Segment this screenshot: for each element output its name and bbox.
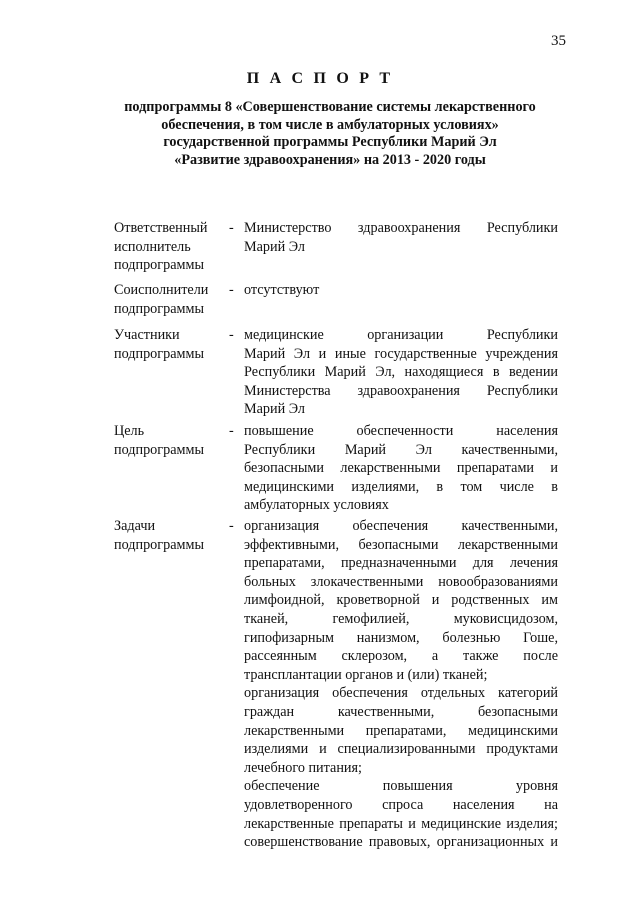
row-label-line: подпрограммы — [114, 345, 204, 362]
subtitle-line: подпрограммы 8 «Совершенствование системы лекарственного — [124, 99, 536, 115]
content-line: лечебного питания; — [244, 759, 362, 776]
row-dash: - — [229, 282, 234, 298]
content-line: лекарственные препараты и медицинские изделия; — [244, 815, 558, 832]
content-line: Министерство здравоохранения Республики — [244, 220, 558, 236]
content-line: больных злокачественными новообразованиями — [244, 573, 558, 590]
document-title: П А С П О Р Т — [246, 70, 394, 87]
row-content — [244, 517, 558, 852]
row-label-line: Ответственный — [114, 220, 208, 236]
row-dash: - — [229, 327, 234, 343]
content-line: изделиями и специализированными продуктами — [244, 741, 558, 758]
document-subtitle — [100, 99, 560, 169]
content-line: эффективными, безопасными лекарственными — [244, 536, 558, 553]
row-dash: - — [229, 220, 234, 236]
content-line: повышение обеспеченности населения — [244, 423, 558, 439]
content-line: организация обеспечения качественными, — [244, 518, 558, 534]
content-line: отсутствуют — [244, 282, 320, 298]
row-dash: - — [229, 518, 234, 534]
row-label — [114, 326, 234, 363]
content-line: совершенствование правовых, организационных и — [244, 834, 558, 851]
content-line: организация обеспечения отдельных категорий — [244, 685, 558, 702]
content-line: граждан качественными, безопасными — [244, 703, 558, 720]
subtitle-line: «Развитие здравоохранения» на 2013 - 2020 годы — [174, 151, 486, 168]
row-content — [244, 281, 558, 300]
content-line: препаратами, предназначенными для лечения — [244, 555, 558, 572]
row-label-line: подпрограммы — [114, 257, 204, 274]
row-label-line: исполнитель — [114, 238, 191, 255]
content-line: лекарственными препаратами, медицинскими — [244, 722, 558, 739]
content-line: медицинскими изделиями, в том числе в — [244, 478, 558, 495]
row-label-line: Цель — [114, 423, 145, 439]
content-line: Министерства здравоохранения Республики — [244, 382, 558, 399]
row-label-line: подпрограммы — [114, 441, 204, 458]
row-label-line: подпрограммы — [114, 536, 204, 553]
row-content — [244, 219, 558, 256]
row-label — [114, 219, 234, 275]
content-line: обеспечение повышения уровня — [244, 778, 558, 795]
row-label — [114, 422, 234, 459]
content-line: амбулаторных условиях — [244, 497, 389, 514]
row-label — [114, 281, 234, 318]
content-line: лимфоидной, кроветворной и родственных им — [244, 592, 558, 609]
content-line: удовлетворенного спроса населения на — [244, 796, 558, 813]
content-line: трансплантации органов и (или) тканей; — [244, 666, 488, 683]
content-line: Республики Марий Эл качественными, — [244, 441, 558, 458]
row-label-line: подпрограммы — [114, 300, 204, 317]
row-label-line: Соисполнители — [114, 282, 209, 298]
subtitle-line: обеспечения, в том числе в амбулаторных условиях» — [161, 116, 499, 133]
content-line: Марий Эл и иные государственные учреждения — [244, 345, 558, 362]
row-dash: - — [229, 423, 234, 439]
content-line: Марий Эл — [244, 401, 305, 418]
row-label-line: Задачи — [114, 518, 156, 534]
content-line: тканей, гемофилией, муковисцидозом, — [244, 610, 558, 627]
subtitle-line: государственной программы Республики Марий Эл — [163, 134, 497, 150]
content-line: Республики Марий Эл, находящиеся в ведении — [244, 364, 558, 381]
row-content — [244, 326, 558, 419]
content-line: Марий Эл — [244, 238, 305, 255]
content-line: рассеянным склерозом, а также после — [244, 648, 558, 665]
content-line: гипофизарным нанизмом, болезнью Гоше, — [244, 629, 558, 646]
content-line: безопасными лекарственными препаратами и — [244, 460, 558, 477]
row-content — [244, 422, 558, 515]
row-label-line: Участники — [114, 327, 180, 343]
page-number: 35 — [551, 33, 566, 49]
content-line: медицинские организации Республики — [244, 327, 558, 343]
row-label — [114, 517, 234, 554]
